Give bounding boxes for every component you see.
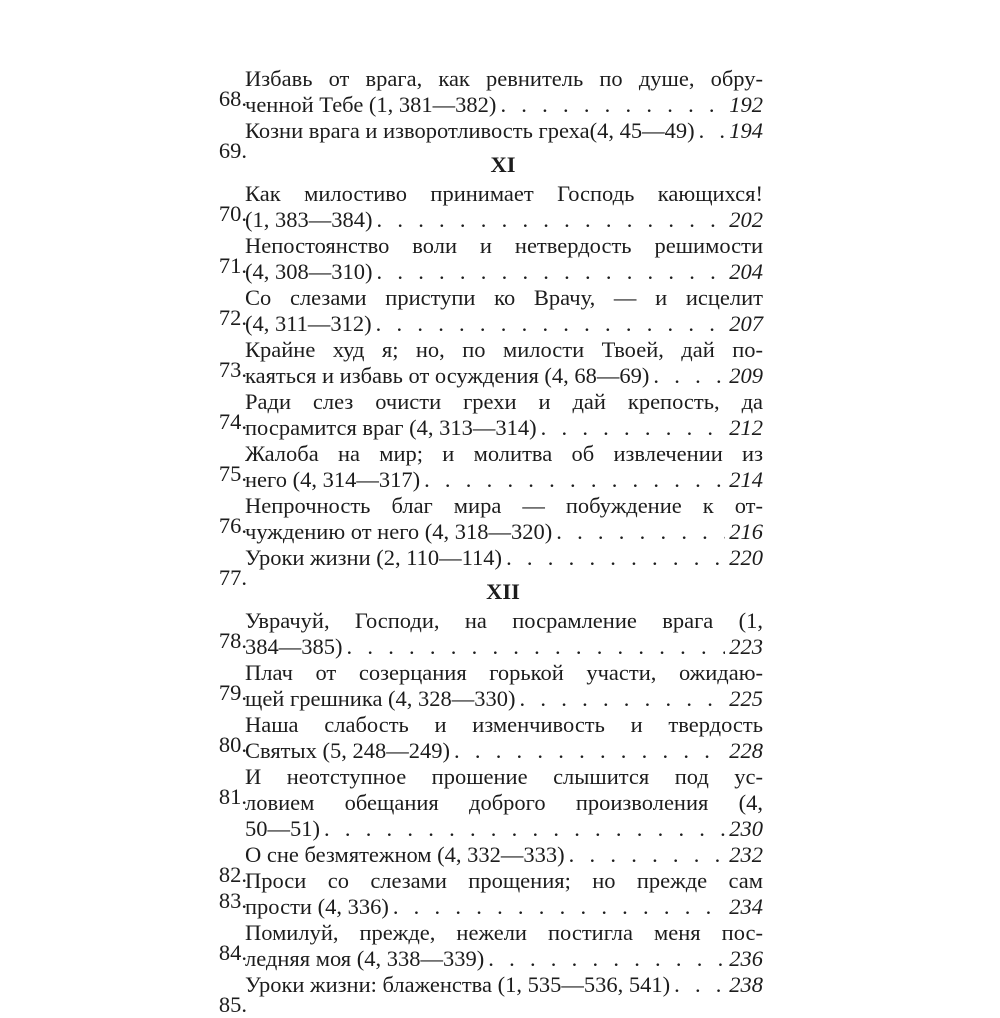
entry-number-text: 85. xyxy=(218,992,247,1017)
entry-title-line: И неотступное прошение слышится под ус- xyxy=(245,764,763,789)
entry-title-line: Святых (5, 248—249) xyxy=(245,738,450,763)
toc-entry xyxy=(218,972,763,1017)
entry-title-line: него (4, 314—317) xyxy=(245,467,421,492)
dot-leader xyxy=(454,738,725,764)
toc-group xyxy=(218,66,763,163)
entry-title-line: Жалоба на мир; и молитва об извлечении из xyxy=(245,441,763,466)
entry-number-text: 83. xyxy=(218,888,247,913)
table-of-contents xyxy=(218,66,763,1017)
toc-entry xyxy=(218,66,763,118)
section-heading-xi: XI xyxy=(490,152,516,177)
page-number: 220 xyxy=(729,545,763,570)
dot-leader xyxy=(653,363,725,389)
toc-entry-line xyxy=(218,545,763,590)
entry-number-text: 71. xyxy=(218,253,247,278)
toc-entry xyxy=(218,712,763,764)
page-number: 223 xyxy=(729,634,763,659)
dot-leader xyxy=(377,207,726,233)
toc-entry-line xyxy=(245,816,763,842)
entry-title-line: Уроки жизни: блаженства (1, 535—536, 541) xyxy=(245,972,671,997)
page-number: 209 xyxy=(729,363,763,388)
section-heading-xii: XII xyxy=(486,579,520,604)
dot-leader xyxy=(506,545,725,571)
entry-title-line: Со слезами приступи ко Врачу, — и исцелит xyxy=(245,285,763,310)
toc-entry-line xyxy=(245,894,763,920)
dot-leader xyxy=(347,634,726,660)
toc-entry xyxy=(218,920,763,972)
entry-number-text: 68. xyxy=(218,86,247,111)
page-number: 225 xyxy=(729,686,763,711)
entry-title-line: каяться и избавь от осуждения (4, 68—69) xyxy=(245,363,650,388)
entry-number-text: 75. xyxy=(218,461,247,486)
toc-entry xyxy=(218,545,763,590)
entry-number-text: 78. xyxy=(218,628,247,653)
page-number: 232 xyxy=(729,842,763,867)
toc-entry-line xyxy=(245,634,763,660)
toc-entry xyxy=(218,118,763,163)
toc-entry xyxy=(218,660,763,712)
entry-title-line: чуждению от него (4, 318—320) xyxy=(245,519,553,544)
entry-number-text: 70. xyxy=(218,201,247,226)
page-number: 228 xyxy=(729,738,763,763)
dot-leader xyxy=(377,259,726,285)
dot-leader xyxy=(393,894,725,920)
entry-title-line: Помилуй, прежде, нежели постигла меня пос- xyxy=(245,920,763,945)
toc-entry-line xyxy=(245,790,763,816)
entry-title-line: посрамится враг (4, 313—314) xyxy=(245,415,537,440)
toc-entry-line xyxy=(245,686,763,712)
toc-entry xyxy=(218,181,763,233)
toc-entry-line xyxy=(245,259,763,285)
entry-title-line: Непостоянство воли и нетвердость решимости xyxy=(245,233,763,258)
toc-entry-line xyxy=(218,972,763,1017)
dot-leader xyxy=(556,519,725,545)
entry-number-text: 81. xyxy=(218,784,247,809)
entry-title-line: Крайне худ я; но, по милости Твоей, дай по- xyxy=(245,337,763,362)
dot-leader xyxy=(324,816,725,842)
page-number: 194 xyxy=(729,118,763,143)
toc-entry xyxy=(218,337,763,389)
entry-number-text: 72. xyxy=(218,305,247,330)
entry-number-text: 69. xyxy=(218,138,247,163)
dot-leader xyxy=(500,92,725,118)
page-number: 234 xyxy=(729,894,763,919)
entry-title-line: ледняя моя (4, 338—339) xyxy=(245,946,485,971)
page-number: 236 xyxy=(729,946,763,971)
toc-entry-line xyxy=(245,738,763,764)
page-number: 202 xyxy=(729,207,763,232)
toc-entry xyxy=(218,233,763,285)
entry-number-text: 76. xyxy=(218,513,247,538)
toc-entry-line xyxy=(245,467,763,493)
entry-title-line: Козни врага и изворотливость греха(4, 45—49) xyxy=(245,118,695,143)
entry-number-text: 82. xyxy=(218,862,247,887)
page-number: 192 xyxy=(729,92,763,117)
entry-title-line: О сне безмятежном (4, 332—333) xyxy=(245,842,565,867)
toc-entry xyxy=(218,764,763,842)
page-number: 238 xyxy=(729,972,763,997)
entry-title-line: (1, 383—384) xyxy=(245,207,373,232)
entry-title-line: Проси со слезами прощения; но прежде сам xyxy=(245,868,763,893)
dot-leader xyxy=(488,946,725,972)
dot-leader xyxy=(376,311,726,337)
entry-title-line: Непрочность благ мира — побуждение к от- xyxy=(245,493,763,518)
dot-leader xyxy=(541,415,726,441)
toc-entry xyxy=(218,441,763,493)
toc-entry-line xyxy=(245,311,763,337)
toc-entry-line xyxy=(245,207,763,233)
entry-number-text: 84. xyxy=(218,940,247,965)
entry-title-line: Наша слабость и изменчивость и твердость xyxy=(245,712,763,737)
entry-number-text: 74. xyxy=(218,409,247,434)
entry-title-line: Уврачуй, Господи, на посрамление врага (1, xyxy=(245,608,763,633)
page-number: 230 xyxy=(729,816,763,841)
toc-entry-line xyxy=(218,118,763,163)
toc-entry-line xyxy=(245,92,763,118)
dot-leader xyxy=(424,467,725,493)
dot-leader xyxy=(520,686,726,712)
toc-entry xyxy=(218,285,763,337)
entry-title-line: ловием обещания доброго произволения (4, xyxy=(245,790,763,815)
dot-leader xyxy=(674,972,725,998)
entry-title-line: Избавь от врага, как ревнитель по душе, обру- xyxy=(245,66,763,91)
entry-title-line: 384—385) xyxy=(245,634,343,659)
entry-title-line: щей грешника (4, 328—330) xyxy=(245,686,516,711)
page-number: 207 xyxy=(729,311,763,336)
page-number: 216 xyxy=(729,519,763,544)
entry-title-line: прости (4, 336) xyxy=(245,894,389,919)
page-number: 212 xyxy=(729,415,763,440)
toc-entry xyxy=(218,608,763,660)
toc-group xyxy=(218,608,763,1017)
toc-entry xyxy=(218,389,763,441)
toc-entry-line xyxy=(245,519,763,545)
entry-number-text: 80. xyxy=(218,732,247,757)
entry-title-line: ченной Тебе (1, 381—382) xyxy=(245,92,497,117)
entry-title-line: Плач от созерцания горькой участи, ожидаю- xyxy=(245,660,763,685)
toc-entry xyxy=(218,493,763,545)
entry-title-line: (4, 311—312) xyxy=(245,311,372,336)
entry-number-text: 77. xyxy=(218,565,247,590)
entry-title-line: (4, 308—310) xyxy=(245,259,373,284)
toc-entry-line xyxy=(245,415,763,441)
toc-group xyxy=(218,181,763,590)
entry-number-text: 79. xyxy=(218,680,247,705)
toc-entry-line xyxy=(245,946,763,972)
dot-leader xyxy=(569,842,726,868)
entry-title-line: Уроки жизни (2, 110—114) xyxy=(245,545,503,570)
dot-leader xyxy=(699,118,726,144)
entry-title-line: 50—51) xyxy=(245,816,320,841)
page-number: 204 xyxy=(729,259,763,284)
entry-title-line: Как милостиво принимает Господь кающихся! xyxy=(245,181,763,206)
toc-entry-line xyxy=(245,363,763,389)
page-number: 214 xyxy=(729,467,763,492)
entry-number-text: 73. xyxy=(218,357,247,382)
entry-title-line: Ради слез очисти грехи и дай крепость, да xyxy=(245,389,763,414)
